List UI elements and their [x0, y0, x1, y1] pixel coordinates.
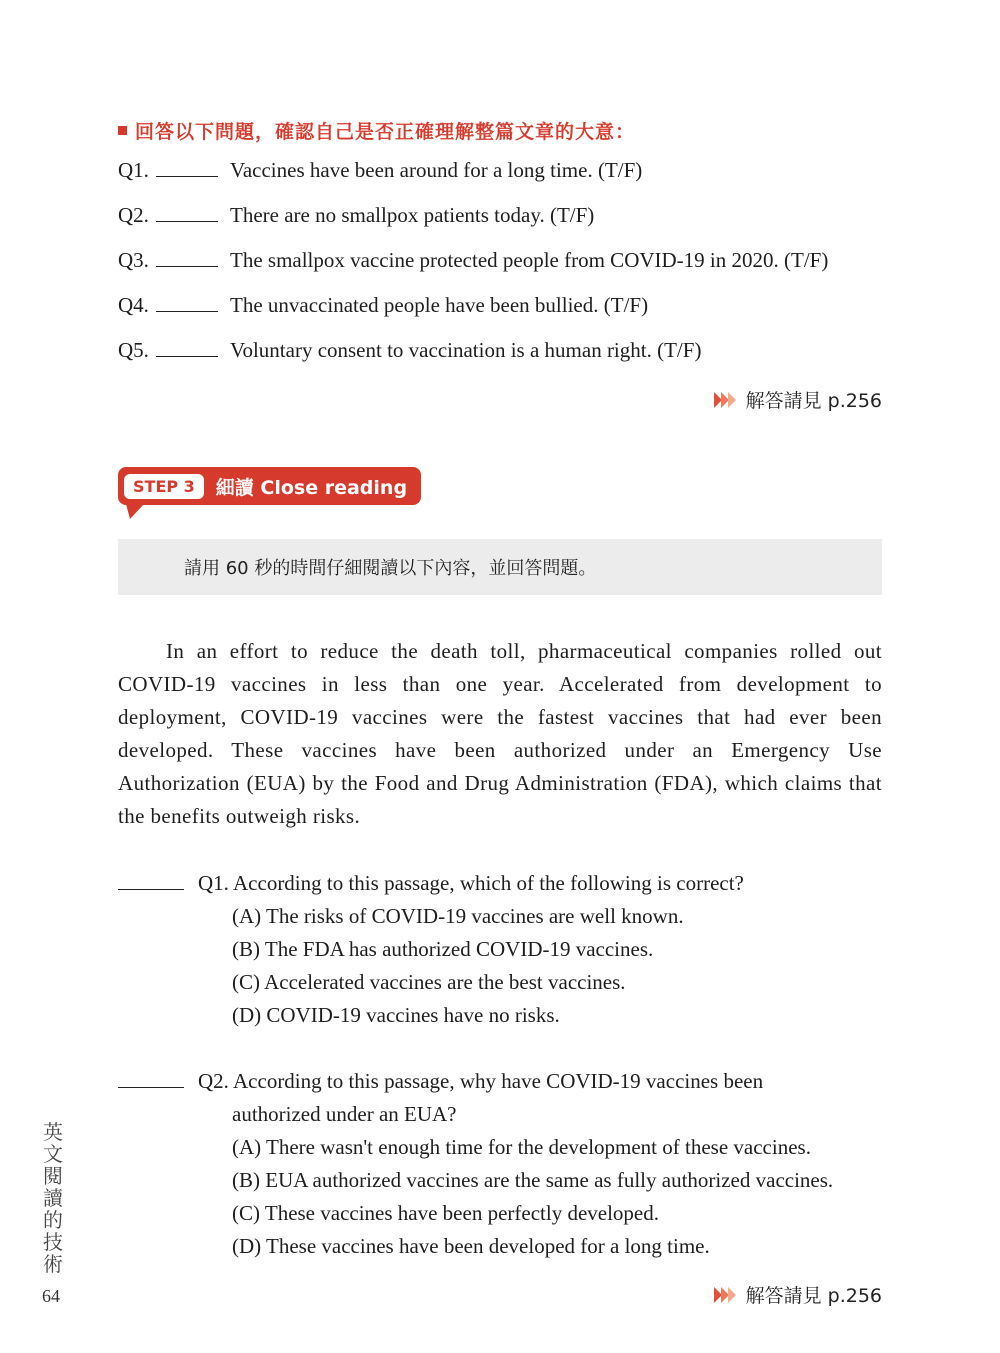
step-title: 細讀 Close reading	[215, 476, 408, 499]
triple-chevron-right-icon	[714, 391, 740, 409]
multiple-choice-question	[118, 1065, 888, 1263]
option-c: (C) Accelerated vaccines are the best vaccines.	[232, 970, 626, 994]
question-stem-continued: authorized under an EUA?	[232, 1102, 457, 1126]
triple-chevron-right-icon	[714, 1286, 740, 1304]
option-b: (B) The FDA has authorized COVID-19 vaccines.	[232, 937, 654, 961]
book-title: 英文閱讀的技術	[43, 1122, 63, 1276]
question-stem: Q1. According to this passage, which of the following is correct?	[198, 871, 744, 895]
answer-reference-text: 解答請見 p.256	[745, 390, 882, 412]
square-bullet-icon	[118, 126, 127, 135]
reading-passage: In an effort to reduce the death toll, pharmaceutical companies rolled out COVID-19 vaccines in less than one year. Accelerated from development to deployment, COVID-19 vaccines were the fastest vaccines that had ever been developed. These vaccines have been authorized under an Emergency Use Authorization (EUA) by the Food and Drug Administration (FDA), which claims that the benefits outweigh risks.	[118, 639, 882, 828]
section-heading	[118, 117, 635, 144]
multiple-choice-question	[118, 867, 888, 1032]
option-d: (D) COVID-19 vaccines have no risks.	[232, 1003, 560, 1027]
question-text: Vaccines have been around for a long time. (T/F)	[230, 158, 643, 182]
option-c: (C) These vaccines have been perfectly developed.	[232, 1201, 659, 1225]
tf-question	[118, 293, 888, 338]
instruction-box	[118, 539, 882, 595]
answer-blank[interactable]	[118, 873, 184, 890]
answer-reference	[714, 1281, 882, 1308]
answer-blank[interactable]	[156, 340, 218, 357]
page-number: 64	[42, 1286, 60, 1306]
step-badge	[118, 467, 421, 505]
answer-blank[interactable]	[156, 250, 218, 267]
answer-reference-text: 解答請見 p.256	[745, 1285, 882, 1307]
section-heading-text: 回答以下問題，確認自己是否正確理解整篇文章的大意：	[135, 121, 636, 143]
tf-question	[118, 158, 888, 203]
question-text: The smallpox vaccine protected people from COVID-19 in 2020. (T/F)	[230, 248, 829, 272]
question-number: Q2.	[118, 203, 149, 227]
tf-question	[118, 203, 888, 248]
speech-tail-icon	[126, 504, 144, 519]
question-text: The unvaccinated people have been bullied. (T/F)	[230, 293, 649, 317]
question-number: Q4.	[118, 293, 149, 317]
option-a: (A) There wasn't enough time for the development of these vaccines.	[232, 1135, 811, 1159]
tf-question	[118, 338, 888, 383]
answer-blank[interactable]	[156, 295, 218, 312]
answer-blank[interactable]	[118, 1071, 184, 1088]
option-a: (A) The risks of COVID-19 vaccines are well known.	[232, 904, 684, 928]
question-number: Q3.	[118, 248, 149, 272]
question-text: There are no smallpox patients today. (T/F)	[230, 203, 595, 227]
step-number: STEP 3	[124, 474, 204, 499]
question-number: Q1.	[118, 158, 149, 182]
answer-blank[interactable]	[156, 205, 218, 222]
instruction-text: 請用 60 秒的時間仔細閱讀以下內容，並回答問題。	[184, 558, 597, 579]
question-stem: Q2. According to this passage, why have COVID-19 vaccines been	[198, 1069, 764, 1093]
question-number: Q5.	[118, 338, 149, 362]
answer-reference	[714, 386, 882, 413]
answer-blank[interactable]	[156, 160, 218, 177]
tf-question	[118, 248, 888, 293]
question-text: Voluntary consent to vaccination is a human right. (T/F)	[230, 338, 702, 362]
option-d: (D) These vaccines have been developed for a long time.	[232, 1234, 710, 1258]
true-false-questions	[118, 158, 888, 383]
option-b: (B) EUA authorized vaccines are the same as fully authorized vaccines.	[232, 1168, 834, 1192]
